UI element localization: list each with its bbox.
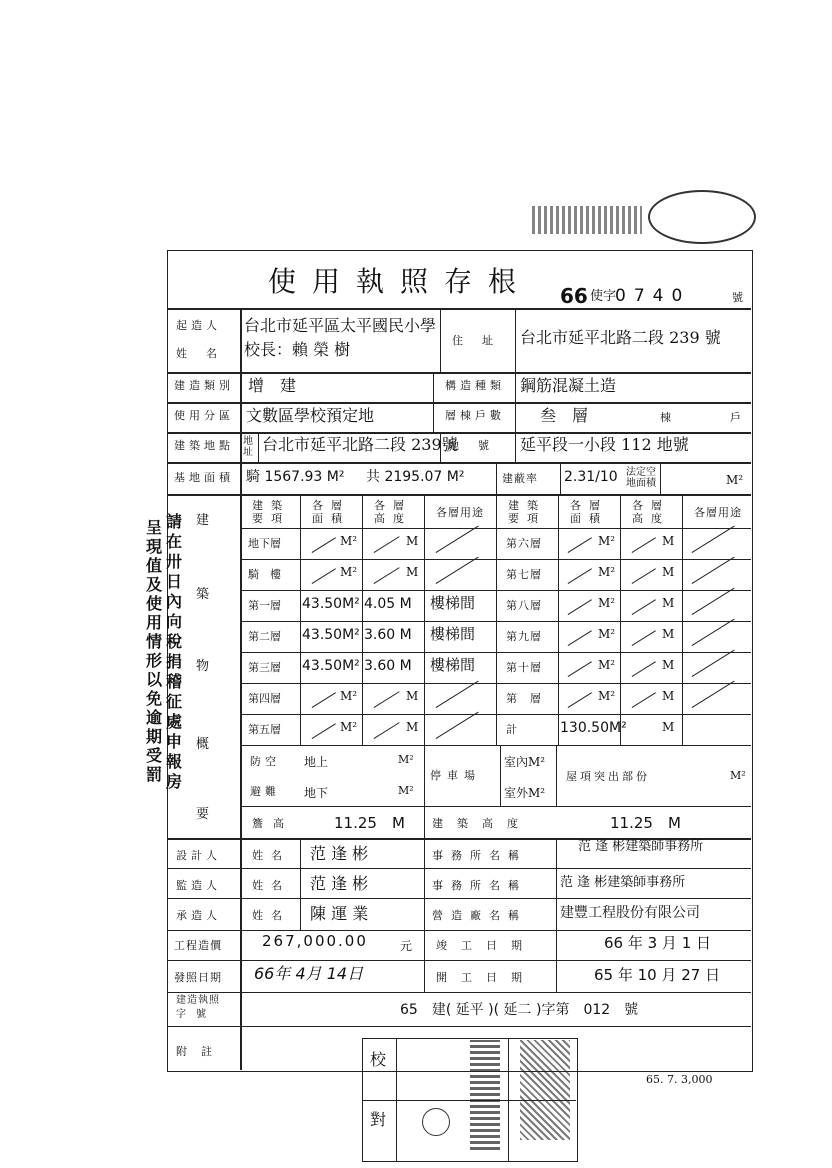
floor-name: 第六層	[506, 537, 542, 550]
contractor-company: 建豐工程股份有限公司	[560, 905, 700, 921]
floor-name: 第二層	[248, 630, 281, 643]
floor-name: 第一層	[248, 599, 281, 612]
remarks-label: 附註	[176, 1045, 226, 1058]
floors-floor: 叁 層	[540, 406, 589, 425]
floor-use: 樓梯間	[430, 594, 476, 612]
area-coverage: 2.31/10	[564, 469, 618, 485]
site-label: 建築地點	[174, 439, 234, 452]
floor-area: M²	[340, 720, 358, 734]
side-label-1: 建	[196, 513, 210, 528]
address-label: 住 址	[452, 334, 497, 347]
area-label: 基地面積	[174, 471, 234, 484]
floor-area: M²	[340, 534, 358, 548]
floor-height: M	[406, 534, 419, 548]
side-note: 呈現值及使用情形以免逾期受罰	[146, 518, 163, 784]
owner-name-1: 台北市延平區太平國民小學	[244, 316, 437, 335]
floor-area: 130.50M²	[560, 720, 627, 736]
floor-height: M	[662, 720, 675, 734]
floor-table-header: 各層面積	[570, 499, 608, 526]
parking-label: 停車場	[430, 769, 481, 782]
floor-table-header: 建築要項	[508, 499, 546, 526]
permit-number: 0740	[615, 286, 691, 306]
building-height: 11.25 M	[610, 814, 681, 832]
floor-height: M	[662, 627, 675, 641]
floor-height: 3.60 M	[364, 658, 412, 674]
floor-name: 騎 樓	[248, 568, 281, 581]
owner-name-2: 校長：賴 榮 樹	[244, 340, 351, 359]
floor-name: 計	[506, 723, 517, 736]
floor-name: 第七層	[506, 568, 542, 581]
permit-type: 使字	[590, 289, 617, 304]
area-riding: 騎 1567.93 M²	[246, 469, 345, 485]
round-seal-icon	[422, 1108, 450, 1136]
floor-height: M	[406, 689, 419, 703]
eave-height: 11.25 M	[334, 814, 405, 832]
floor-height: M	[662, 596, 675, 610]
floor-area: 43.50M²	[302, 627, 360, 643]
floor-use: 樓梯間	[430, 625, 476, 643]
site-lot: 延平段一小段 112 地號	[520, 435, 689, 454]
building-type-label: 建造類別	[174, 379, 234, 392]
designer-office: 范 逢 彬建築師事務所	[578, 839, 704, 854]
permit-suffix: 號	[732, 291, 743, 304]
floor-table-header: 各層用途	[694, 506, 742, 519]
check-seal-2-icon	[520, 1040, 570, 1140]
floor-height: M	[662, 689, 675, 703]
check-seal-icon	[470, 1040, 500, 1150]
address-value: 台北市延平北路二段 239 號	[520, 328, 721, 347]
floor-name: 第 層	[506, 692, 542, 705]
permit-year: 66	[560, 284, 588, 308]
floor-name: 地下層	[248, 537, 281, 550]
structure-label: 構造種類	[445, 379, 505, 392]
floor-table-header: 各層高度	[632, 499, 670, 526]
floor-area: M²	[598, 565, 616, 579]
floors-label: 層棟戶數	[445, 409, 505, 422]
floor-table-header: 各層用途	[436, 506, 484, 519]
side-note-2: 請在卅日內向稅捐稽征處申報房	[166, 512, 183, 791]
building-type-value: 增 建	[248, 376, 297, 395]
zone-value: 文數區學校預定地	[246, 406, 375, 425]
floor-area: M²	[598, 596, 616, 610]
floor-table-header: 各層面積	[312, 499, 350, 526]
floor-name: 第十層	[506, 661, 542, 674]
floor-name: 第五層	[248, 723, 281, 736]
form-title: 使用執照存根	[268, 265, 533, 298]
floor-height: M	[662, 534, 675, 548]
floor-height: M	[662, 658, 675, 672]
site-address: 台北市延平北路二段 239號	[262, 435, 458, 454]
designer-name: 范 逢 彬	[310, 844, 369, 863]
floor-use: 樓梯間	[430, 656, 476, 674]
zone-label: 使用分區	[174, 409, 234, 422]
owner-label: 起造人	[176, 319, 221, 332]
check-label-2: 對	[370, 1110, 387, 1129]
floor-name: 第八層	[506, 599, 542, 612]
floor-area: M²	[340, 565, 358, 579]
floor-area: M²	[598, 627, 616, 641]
floor-height: M	[406, 720, 419, 734]
area-total: 共 2195.07 M²	[366, 469, 465, 485]
build-permit-number: 65 建( 延平 )( 延二 )字第 012 號	[400, 1002, 639, 1018]
official-seal-icon	[648, 190, 756, 244]
start-date: 65 年 10 月 27 日	[594, 966, 721, 984]
floor-table-header: 各層高度	[374, 499, 412, 526]
structure-value: 鋼筋混凝土造	[520, 376, 617, 395]
supervisor-office: 范 逢 彬建築師事務所	[560, 875, 686, 890]
contractor-name: 陳 運 業	[310, 904, 369, 923]
floor-table-header: 建築要項	[252, 499, 290, 526]
floor-height: M	[406, 565, 419, 579]
stamp-mark-icon	[532, 206, 642, 234]
cost-value: 267,000.00	[262, 932, 368, 950]
floor-area: M²	[340, 689, 358, 703]
floor-name: 第四層	[248, 692, 281, 705]
floor-name: 第九層	[506, 630, 542, 643]
floor-area: 43.50M²	[302, 658, 360, 674]
floor-height: 4.05 M	[364, 596, 412, 612]
floor-area: 43.50M²	[302, 596, 360, 612]
footer-code: 65. 7. 3,000	[646, 1073, 713, 1086]
floor-area: M²	[598, 689, 616, 703]
floor-height: 3.60 M	[364, 627, 412, 643]
floor-area: M²	[598, 658, 616, 672]
supervisor-name: 范 逢 彬	[310, 874, 369, 893]
floor-height: M	[662, 565, 675, 579]
complete-date: 66 年 3 月 1 日	[604, 934, 712, 952]
issue-date: 66年 4月 14日	[254, 964, 364, 983]
check-label-1: 校	[370, 1050, 387, 1069]
floor-name: 第三層	[248, 661, 281, 674]
floor-area: M²	[598, 534, 616, 548]
